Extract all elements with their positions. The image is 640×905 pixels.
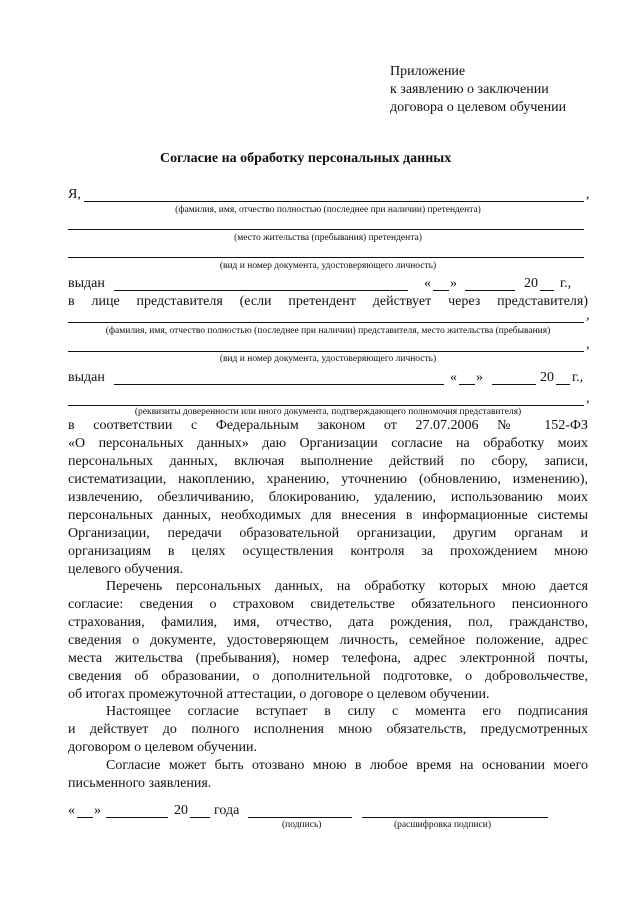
quote-open-1: « [424, 276, 431, 291]
p2-line: сведения об образовании, о дополнительной подготовке, о добровольчестве, [68, 669, 588, 684]
p2-line: об итогах промежуточной аттестации, о договоре о целевом обучении. [68, 687, 490, 702]
year-suffix-2: г., [572, 370, 584, 385]
document-title: Согласие на обработку персональных данных [160, 151, 452, 166]
p3-line: и действует до полного исполнения мною обязательств, предусмотренных [68, 722, 588, 737]
p1-line: организациям в целях осуществления контроля за прохождением мною [68, 544, 588, 559]
rep-fio-field[interactable] [68, 322, 584, 323]
p1-line: извлечению, обезличиванию, блокированию, удалению, использованию моих [68, 490, 588, 505]
caption-doc-2: (вид и номер документа, удостоверяющего личность) [219, 354, 437, 364]
sig-month-field[interactable] [106, 817, 168, 818]
quote-open-2: « [450, 370, 457, 385]
issued-by-field-2[interactable] [114, 384, 444, 385]
signature-field[interactable] [248, 817, 352, 818]
label-ya: Я, [68, 187, 81, 202]
comma-2: , [586, 308, 590, 323]
caption-signature: (подпись) [282, 820, 322, 830]
sig-quote-close: » [94, 803, 101, 818]
sig-year-field[interactable] [190, 817, 210, 818]
year-field-2[interactable] [556, 384, 570, 385]
p1-line: «О персональных данных» даю Организации согласие на обработку моих [68, 436, 588, 451]
year-prefix-1: 20 [524, 276, 538, 291]
appendix-line-2: к заявлению о заключении [390, 82, 549, 97]
day-field-1[interactable] [433, 290, 449, 291]
p1-line: Организации, передачи образовательной организации, другим органам и [68, 526, 588, 541]
p1-line: персональных данных, включая выполнение действий по сбору, записи, [68, 454, 588, 469]
p3-line: договором о целевом обучении. [68, 740, 257, 755]
year-field-1[interactable] [540, 290, 554, 291]
p1-line: целевого обучения. [68, 562, 184, 577]
appendix-line-3: договора о целевом обучении [390, 100, 567, 115]
p2-line: согласие: сведения о страховом свидетельстве обязательного пенсионного [68, 597, 588, 612]
p1-line: персональных данных, необходимых для внесения в информационные системы [68, 508, 588, 523]
p2-line: сведения о документе, удостоверяющем личность, семейное положение, адрес [68, 633, 588, 648]
p1-line: систематизации, накоплению, хранению, уточнению (обновлению, изменению), [68, 472, 588, 487]
p2-line: страхования, фамилия, имя, отчество, дата рождения, пол, гражданство, [68, 615, 588, 630]
address-field[interactable] [68, 229, 584, 230]
sig-year-prefix: 20 [174, 803, 188, 818]
day-field-2[interactable] [459, 384, 475, 385]
p2-line: Перечень персональных данных, на обработку которых мною дается [106, 579, 588, 594]
p4-line: письменного заявления. [68, 776, 212, 791]
rep-text: в лице представителя (если претендент действует через представителя) [68, 294, 588, 309]
quote-close-1: » [450, 276, 457, 291]
p3-line: Настоящее согласие вступает в силу с момента его подписания [106, 704, 588, 719]
caption-power: (реквизиты доверенности или иного документа, подтверждающего полномочия представителя) [134, 407, 522, 417]
year-suffix-1: г., [560, 276, 572, 291]
rep-doc-field[interactable] [68, 351, 584, 352]
caption-fio: (фамилия, имя, отчество полностью (последнее при наличии) претендента) [175, 205, 481, 215]
year-prefix-2: 20 [540, 370, 554, 385]
label-issued-1: выдан [68, 276, 105, 291]
sig-day-field[interactable] [77, 817, 93, 818]
comma-3: , [586, 337, 590, 352]
comma-4: , [586, 391, 590, 406]
issued-by-field-1[interactable] [114, 290, 408, 291]
quote-close-2: » [476, 370, 483, 385]
power-field[interactable] [68, 405, 584, 406]
fio-field[interactable] [84, 201, 584, 202]
doc-field[interactable] [68, 257, 584, 258]
month-field-2[interactable] [492, 384, 536, 385]
caption-rep: (фамилия, имя, отчество полностью (последнее при наличии) представителя, место жительства (пребывания) [105, 326, 551, 336]
caption-doc: (вид и номер документа, удостоверяющего личность) [219, 261, 437, 271]
month-field-1[interactable] [465, 290, 515, 291]
p2-line: места жительства (пребывания), номер телефона, адрес электронной почты, [68, 651, 588, 666]
comma-1: , [586, 187, 590, 202]
label-issued-2: выдан [68, 370, 105, 385]
decode-field[interactable] [362, 817, 548, 818]
sig-quote-open: « [68, 803, 75, 818]
sig-year-word: года [214, 803, 240, 818]
caption-address: (место жительства (пребывания) претендента) [234, 233, 422, 243]
caption-decode: (расшифровка подписи) [394, 820, 491, 830]
p1-line: в соответствии с Федеральным законом от 27.07.2006 № 152-ФЗ [68, 418, 588, 433]
appendix-line-1: Приложение [390, 64, 466, 79]
p4-line: Согласие может быть отозвано мною в любое время на основании моего [106, 758, 588, 773]
